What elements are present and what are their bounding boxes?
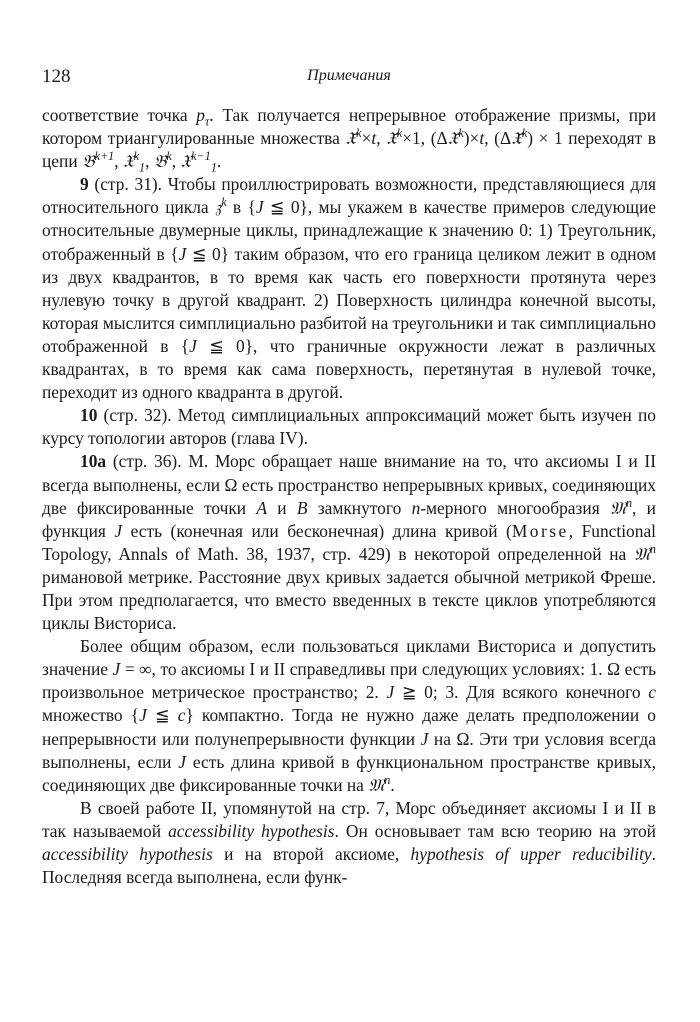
text-run: множество { — [42, 705, 140, 726]
math-symbol: k — [221, 195, 227, 210]
math-symbol: k — [133, 149, 140, 164]
text-run: Morse — [511, 520, 569, 541]
text-run: = ∞, то аксиомы I и II справедливы при следующих условиях: 1. Ω есть произвольное метрическое пространство; 2. — [42, 659, 657, 703]
text-run: } компактно. Тогда не нужно даже делать предположении о непрерывности или полунепрерывности функции — [42, 705, 656, 749]
text-run: accessibility hypothesis — [168, 820, 335, 841]
math-symbol: A — [256, 497, 267, 518]
text-run: . — [216, 151, 222, 172]
text-run: ≧ 0; 3. Для всякого конечного — [394, 682, 649, 703]
math-symbol: τ — [204, 114, 210, 129]
math-symbol: J — [178, 243, 187, 264]
math-symbol: n — [625, 495, 633, 510]
paragraph-morse-hypothesis — [42, 797, 656, 889]
text-run: В своей работе II, упомянутой на стр. 7, Морс объединяет аксиомы I и II в так называемой — [42, 797, 656, 841]
math-symbol: 𝔅 — [153, 151, 167, 172]
running-title: Примечания — [307, 67, 391, 84]
text-run: (стр. 32). Метод симплициальных аппроксимаций может быть изучен по курсу топологии авторов (глава IV). — [42, 405, 656, 449]
math-symbol: n — [649, 541, 656, 556]
math-symbol: n — [411, 497, 421, 518]
math-symbol: 𝔐 — [609, 497, 626, 518]
text-run: римановой метрике. Расстояние двух кривых задается обычной метрикой Фреше. При этом предполагается, что вместо введенных в тексте циклов употребляются циклы Висториса. — [42, 566, 656, 634]
text-run: (стр. 31). Чтобы проиллюстрировать возможности, представляющиеся для относительного цикла — [42, 174, 656, 218]
text-run: ×1, (Δ — [402, 128, 448, 149]
text-run: . Последняя всегда выполнена, если функ- — [42, 844, 656, 888]
math-symbol: k — [521, 126, 528, 141]
math-symbol: k−1 — [191, 149, 211, 164]
text-run: × — [361, 128, 372, 149]
note-number: 10 — [80, 405, 98, 426]
math-symbol: J — [139, 705, 147, 726]
text-run: , и функция — [42, 497, 656, 541]
math-symbol: J — [386, 682, 395, 703]
text-run: ) × 1 переходят в цепи — [42, 128, 656, 172]
text-run: )× — [463, 128, 480, 149]
math-symbol: 𝔛 — [180, 151, 192, 172]
math-symbol: p — [196, 105, 205, 125]
text-run: , — [145, 151, 154, 172]
math-symbol: J — [420, 728, 429, 749]
text-run: , — [114, 151, 123, 172]
text-run: ≦ 0}, мы укажем в качестве примеров следующие относительные двумерные циклы, принадлежащие к значению 0: 1) Треугольник, отображенный в { — [42, 197, 656, 264]
math-symbol: 𝔐 — [368, 774, 385, 795]
text-run: , — [171, 151, 181, 172]
text-run: . Так получается непрерывное отображение призмы, при котором триангулированные множества — [42, 105, 656, 149]
math-symbol: J — [178, 751, 187, 772]
note-number: 9 — [80, 174, 89, 195]
page-header — [42, 66, 656, 90]
text-run: hypothesis of upper reducibility — [410, 844, 652, 864]
math-symbol: k — [458, 126, 464, 141]
text-run: . — [390, 774, 395, 795]
text-run: замкнутого — [307, 497, 412, 518]
text-run: . Он основывает там всю теорию на этой — [334, 820, 656, 841]
math-symbol: t — [371, 128, 377, 149]
text-run: , (Δ — [484, 128, 512, 149]
math-symbol: J — [112, 659, 121, 680]
math-symbol: k — [166, 149, 172, 164]
page-number: 128 — [42, 66, 71, 87]
text-run: соответствие точка — [42, 105, 197, 125]
text-run: и на второй аксиоме, — [212, 844, 411, 864]
math-symbol: J — [189, 335, 197, 356]
math-symbol: c — [177, 705, 186, 726]
math-symbol: 1 — [139, 160, 146, 175]
text-run: и — [266, 497, 297, 518]
text-run: есть длина кривой в функциональном пространстве кривых, соединяющих две фиксированные точки на — [42, 751, 656, 795]
text-run: ≦ — [146, 705, 178, 726]
math-symbol: n — [384, 772, 391, 787]
math-symbol: k — [396, 126, 403, 141]
math-symbol: k+1 — [94, 149, 115, 164]
math-symbol: c — [648, 682, 656, 703]
text-run: на Ω. Эти три условия всегда выполнены, если — [42, 728, 656, 772]
notes-body — [42, 104, 656, 889]
math-symbol: 𝔐 — [633, 543, 650, 564]
text-run: , Functional Topology, Annals of Math. 38, 1937, стр. 429) в некоторой определенной на — [42, 520, 656, 564]
math-symbol: 𝔛̄ — [511, 128, 522, 149]
math-symbol: k — [356, 126, 362, 141]
paragraph-continuation — [42, 104, 656, 173]
math-symbol: 𝔛 — [122, 151, 134, 172]
math-symbol: 𝔛̄ — [386, 128, 397, 149]
text-run: accessibility hypothesis — [42, 844, 213, 864]
note-10a — [42, 450, 656, 635]
math-symbol: 𝔅 — [82, 151, 95, 172]
math-symbol: B — [296, 497, 308, 518]
paragraph-general-case — [42, 635, 656, 797]
math-symbol: J — [255, 197, 264, 218]
text-run: ≦ 0} таким образом, что его граница целиком лежит в одном из двух квадрантов, в то время как часть его поверхности протянута через нулевую точку в другой квадрант. 2) Поверхность цилиндра конечной высоты, которая мыслится симплициально разбитой на треугольники и так симплициально отображенной в { — [42, 243, 656, 356]
text-run: -мерного многообразия — [420, 497, 610, 518]
math-symbol: J — [114, 520, 123, 541]
math-symbol: t — [479, 128, 485, 149]
text-run: , — [376, 128, 387, 149]
math-symbol: 1 — [210, 160, 217, 175]
text-run: в { — [226, 197, 256, 218]
note-10 — [42, 404, 656, 450]
note-9 — [42, 173, 656, 404]
text-run: есть (конечная или бесконечная) длина кривой ( — [122, 520, 512, 541]
text-run: ≦ 0}, что граничные окружности лежат в различных квадрантах, в то время как сама поверхность, перетянутая в нулевой точке, переходит из одного квадранта в другой. — [42, 335, 656, 403]
math-symbol: 𝔷 — [215, 197, 222, 218]
math-symbol: 𝔛̄ — [345, 128, 357, 149]
math-symbol: 𝔛̄ — [447, 128, 459, 149]
note-number: 10а — [80, 451, 107, 472]
text-run: (стр. 36). М. Морс обращает наше внимание на то, что аксиомы I и II всегда выполнены, если Ω есть пространство непрерывных кривых, соединяющих две фиксированные точки — [42, 451, 656, 518]
text-run: Более общим образом, если пользоваться циклами Висториса и допустить значение — [42, 636, 656, 680]
